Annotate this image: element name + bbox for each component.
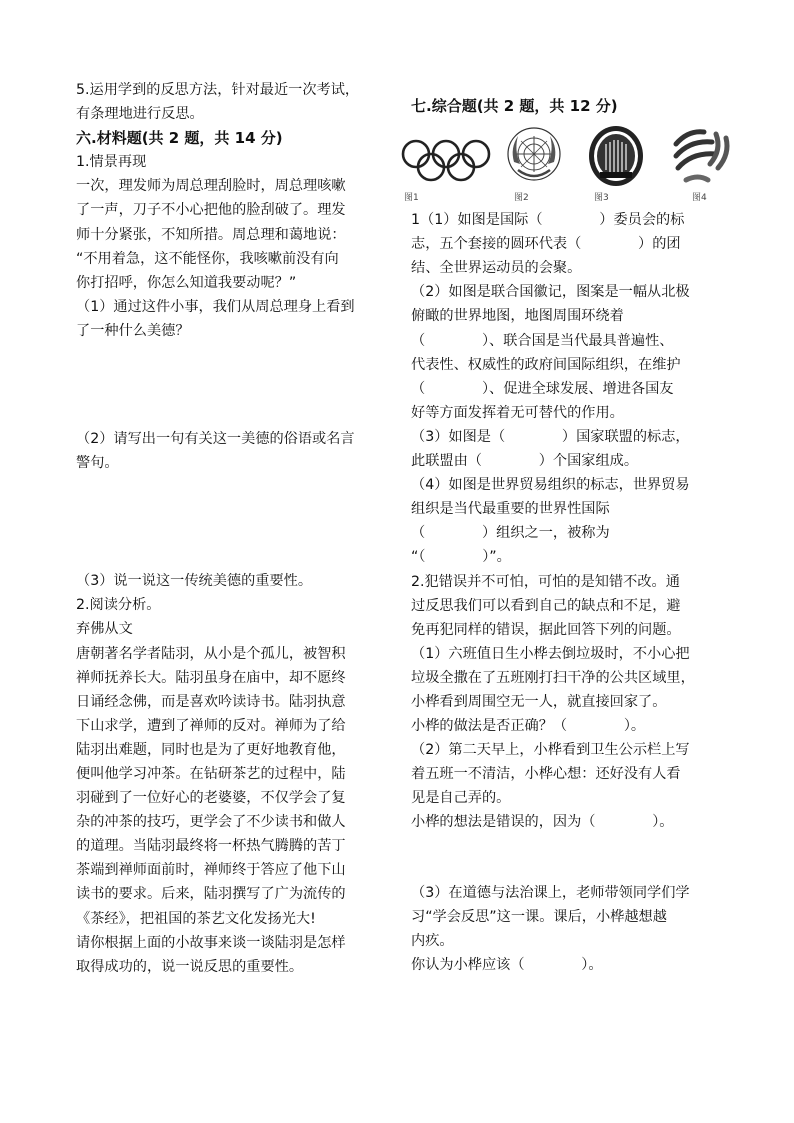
story1-line: 师十分紧张，不知所措。周总理和蔼地说： xyxy=(76,226,346,243)
q2-line: 垃圾全撒在了五班刚打扫干净的公共区域里， xyxy=(411,669,695,686)
left-column xyxy=(76,78,388,979)
q1-line: 此联盟由（ ）个国家组成。 xyxy=(411,453,639,470)
q2-3-line: 内疚。 xyxy=(411,932,454,949)
q2-question-line: 请你根据上面的小故事来谈一谈陆羽是怎样 xyxy=(76,934,346,951)
q2-title: 2.阅读分析。 xyxy=(76,597,161,614)
story2-line: 的道理。当陆羽最终将一杯热气腾腾的苦丁 xyxy=(76,838,346,855)
story2-line: 禅师抚养长大。陆羽虽身在庙中，却不愿终 xyxy=(76,669,346,686)
wto-logo-icon xyxy=(668,124,738,190)
q2-line: 小桦的想法是错误的，因为（ ）。 xyxy=(411,814,674,831)
q1-2-line: 警句。 xyxy=(76,455,119,472)
q1-1-line: 了一种什么美德？ xyxy=(76,322,190,339)
q1-1-line: （1）通过这件小事，我们从周总理身上看到 xyxy=(76,298,355,315)
story2-line: 茶端到禅师面前时，禅师终于答应了他下山 xyxy=(76,862,346,879)
story2-line: 便叫他学习冲茶。在钻研茶艺的过程中，陆 xyxy=(76,765,346,782)
story1-line: 你打招呼，你怎么知道我要动呢？” xyxy=(76,274,297,291)
story2-line: 羽碰到了一位好心的老婆婆，不仅学会了复 xyxy=(76,790,346,807)
story2-line: 日诵经念佛，而是喜欢吟读诗书。陆羽执意 xyxy=(76,693,346,710)
answer-space xyxy=(76,343,388,427)
q1-line: 结、全世界运动员的会聚。 xyxy=(411,260,582,277)
story2-line: 下山求学，遭到了禅师的反对。禅师为了给 xyxy=(76,717,346,734)
figure-caption: 图4 xyxy=(692,193,707,204)
story2-line: 读书的要求。后来，陆羽撰写了广为流传的 xyxy=(76,886,346,903)
q1-line: （3）如图是（ ）国家联盟的标志， xyxy=(411,428,690,445)
q1-line: 1（1）如图是国际（ ）委员会的标 xyxy=(411,212,685,229)
q1-2-line: （2）请写出一句有关这一美德的俗语或名言 xyxy=(76,431,355,448)
q1-title: 1.情景再现 xyxy=(76,154,147,171)
q2-line: 着五班一不清洁，小桦心想：还好没有人看 xyxy=(411,766,681,783)
q1-line: （2）如图是联合国徽记，图案是一幅从北极 xyxy=(411,284,690,301)
q2-3-line: 习“学会反思”这一课。课后，小桦越想越 xyxy=(411,908,667,925)
q1-line: 好等方面发挥着无可替代的作用。 xyxy=(411,404,624,421)
q2-line: （1）六班值日生小桦去倒垃圾时，不小心把 xyxy=(411,645,690,662)
q1-line: （4）如图是世界贸易组织的标志，世界贸易 xyxy=(411,477,690,494)
story1-line: “不用着急，这不能怪你，我咳嗽前没有向 xyxy=(76,250,339,267)
right-column xyxy=(404,78,727,977)
story1-line: 了一声，刀子不小心把他的脸刮破了。理发 xyxy=(76,202,346,219)
q2-3-line: （3）在道德与法治课上，老师带领同学们学 xyxy=(411,884,690,901)
asean-emblem-icon xyxy=(586,124,646,190)
figure-caption: 图1 xyxy=(404,193,419,204)
q1-line: （ ）、联合国是当代最具普遍性、 xyxy=(411,332,674,349)
q1-line: “（ ）”。 xyxy=(411,549,511,566)
q2-line: 过反思我们可以看到自己的缺点和不足，避 xyxy=(411,597,681,614)
story2-line: 唐朝著名学者陆羽，从小是个孤儿，被智积 xyxy=(76,645,346,662)
q2-line: 小桦看到周围空无一人，就直接回家了。 xyxy=(411,693,667,710)
q1-line: （ ）、促进全球发展、增进各国友 xyxy=(411,380,674,397)
story1-line: 一次，理发师为周总理刮脸时，周总理咳嗽 xyxy=(76,178,346,195)
q5-line: 有条理地进行反思。 xyxy=(76,106,204,123)
q2-line: 见是自己弄的。 xyxy=(411,790,511,807)
q2-line: （2）第二天早上，小桦看到卫生公示栏上写 xyxy=(411,742,690,759)
q5-line: 5.运用学到的反思方法，针对最近一次考试， xyxy=(76,82,360,98)
q1-3-line: （3）说一说这一传统美德的重要性。 xyxy=(76,573,313,590)
q2-question-line: 取得成功的，说一说反思的重要性。 xyxy=(76,958,304,975)
q1-line: 组织是当代最重要的世界性国际 xyxy=(411,501,610,518)
logo-figures xyxy=(396,120,744,202)
figure-caption: 图3 xyxy=(594,193,609,204)
section-7-title: 七.综合题(共 2 题，共 12 分) xyxy=(411,97,618,115)
answer-space xyxy=(76,475,388,569)
q1-line: 代表性、权威性的政府间国际组织，在维护 xyxy=(411,356,681,373)
q1-line: （ ）组织之一，被称为 xyxy=(411,525,610,542)
olympic-rings-icon xyxy=(400,138,492,184)
q2-3-line: 你认为小桦应该（ ）。 xyxy=(411,956,603,973)
q2-story-title: 弃佛从文 xyxy=(76,621,133,638)
un-emblem-icon xyxy=(504,124,564,190)
q1-line: 俯瞰的世界地图，地图周围环绕着 xyxy=(411,308,624,325)
q2-line: 小桦的做法是否正确？（ ）。 xyxy=(411,718,646,735)
story2-line: 《茶经》，把祖国的茶艺文化发扬光大! xyxy=(76,910,316,927)
answer-space xyxy=(411,835,727,881)
q1-line: 志，五个套接的圆环代表（ ）的团 xyxy=(411,236,681,253)
q2-line: 免再犯同样的错误，据此回答下列的问题。 xyxy=(411,621,681,638)
story2-line: 陆羽出难题，同时也是为了更好地教育他， xyxy=(76,741,346,758)
section-6-title: 六.材料题(共 2 题，共 14 分) xyxy=(76,129,283,148)
q2-line: 2.犯错误并不可怕，可怕的是知错不改。通 xyxy=(411,573,680,590)
story2-line: 杂的冲茶的技巧，更学会了不少读书和做人 xyxy=(76,814,346,831)
figure-caption: 图2 xyxy=(514,193,529,204)
